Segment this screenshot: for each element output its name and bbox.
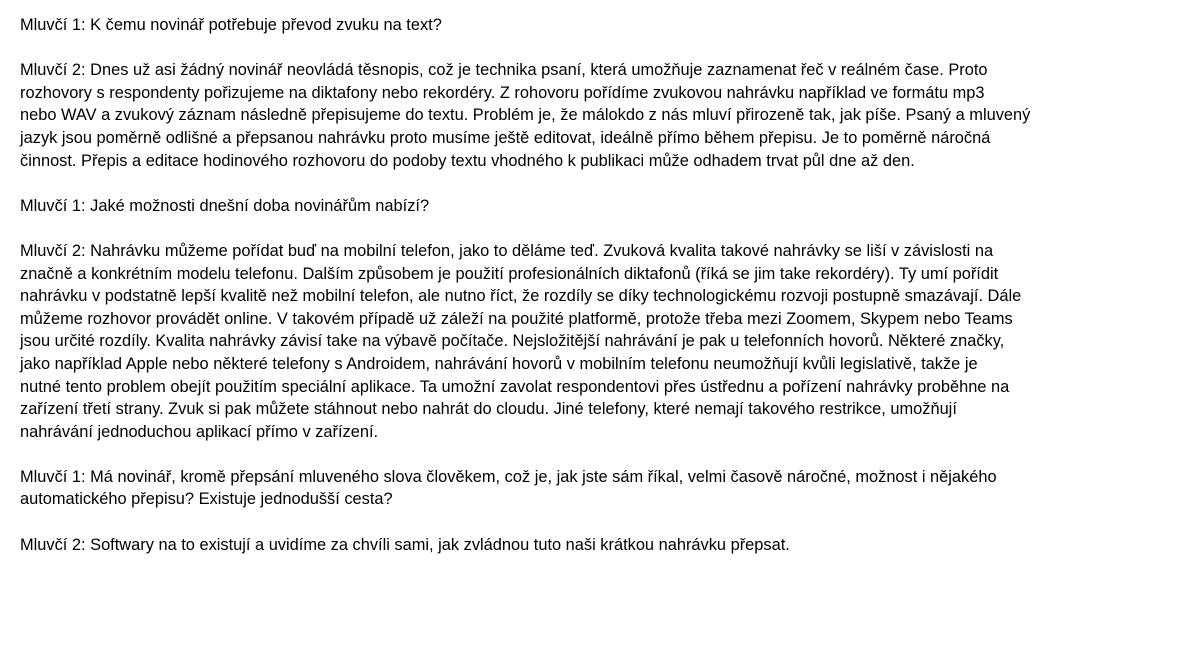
- paragraph-speaker1-question1: [20, 14, 1188, 37]
- text-line: značně a konkrétním modelu telefonu. Dalším způsobem je použití profesionálních diktafonů (říká se jim take rekordéry). Ty umí pořídit: [20, 264, 999, 283]
- text-line: zařízení třetí strany. Zvuk si pak můžete stáhnout nebo nahrát do cloudu. Jiné telefony, které nemají takového restrikce, umožňují: [20, 400, 957, 419]
- text-line: Mluvčí 1: Má novinář, kromě přepsání mluveného slova člověkem, což je, jak jste sám říkal, velmi časově náročné, možnost i nějakého: [20, 467, 997, 486]
- text-line: jazyk jsou poměrně odlišné a přepsanou nahrávku proto musíme ještě editovat, ideálně přímo během přepisu. Je to poměrně náročná: [20, 128, 991, 147]
- text-line: nahrávku v podstatně lepší kvalitě než mobilní telefon, ale nutno říct, že rozdíly se díky technologickému rozvoji postupně smazávají. Dále: [20, 287, 1022, 306]
- text-line: Mluvčí 2: Dnes už asi žádný novinář neovládá těsnopis, což je technika psaní, která umožňuje zaznamenat řeč v reálném čase. Proto: [20, 61, 988, 80]
- text-line: nebo WAV a zvukový záznam následně přepisujeme do textu. Problém je, že málokdo z nás mluví přirozeně tak, jak píše. Psaný a mluvený: [20, 106, 1031, 125]
- paragraph-speaker2-answer1: [20, 59, 1188, 172]
- text-line: automatického přepisu? Existuje jednodušší cesta?: [20, 490, 393, 509]
- text-line: rozhovory s respondenty pořizujeme na diktafony nebo rekordéry. Z rohovoru pořídíme zvukovou nahrávku například ve formátu mp3: [20, 83, 985, 102]
- text-line: nutné tento problem obejít použitím speciální aplikace. Ta umožní zavolat respondentovi přes ústřednu a pořízení nahrávky proběhne na: [20, 377, 1010, 396]
- paragraph-speaker1-question3: [20, 466, 1188, 511]
- paragraph-speaker2-answer3: [20, 534, 1188, 557]
- text-line: jsou určité rozdíly. Kvalita nahrávky závisí take na výbavě počítače. Nejsložitější nahrávání je pak u telefonních hovorů. Některé značky,: [20, 332, 1005, 351]
- text-line: Mluvčí 1: K čemu novinář potřebuje převod zvuku na text?: [20, 16, 442, 34]
- paragraph-speaker1-question2: [20, 195, 1188, 218]
- paragraph-speaker2-answer2: [20, 240, 1188, 443]
- text-line: můžeme rozhovor provádět online. V takovém případě už záleží na použité platformě, protože třeba mezi Zoomem, Skypem nebo Teams: [20, 309, 1013, 328]
- text-line: Mluvčí 1: Jaké možnosti dnešní doba novinářům nabízí?: [20, 196, 430, 215]
- transcript-document: [20, 14, 1188, 579]
- text-line: činnost. Přepis a editace hodinového rozhovoru do podoby textu vhodného k publikaci může odhadem trvat půl dne až den.: [20, 151, 915, 170]
- text-line: nahrávání jednoduchou aplikací přímo v zařízení.: [20, 422, 379, 441]
- text-line: Mluvčí 2: Nahrávku můžeme pořídat buď na mobilní telefon, jako to děláme teď. Zvuková kvalita takové nahrávky se liší v závislosti na: [20, 241, 994, 260]
- text-line: Mluvčí 2: Softwary na to existují a uvidíme za chvíli sami, jak zvládnou tuto naši krátkou nahrávku přepsat.: [20, 535, 790, 554]
- text-line: jako například Apple nebo některé telefony s Androidem, nahrávání hovorů v mobilním telefonu neumožňují kvůli legislativě, takže je: [20, 354, 978, 373]
